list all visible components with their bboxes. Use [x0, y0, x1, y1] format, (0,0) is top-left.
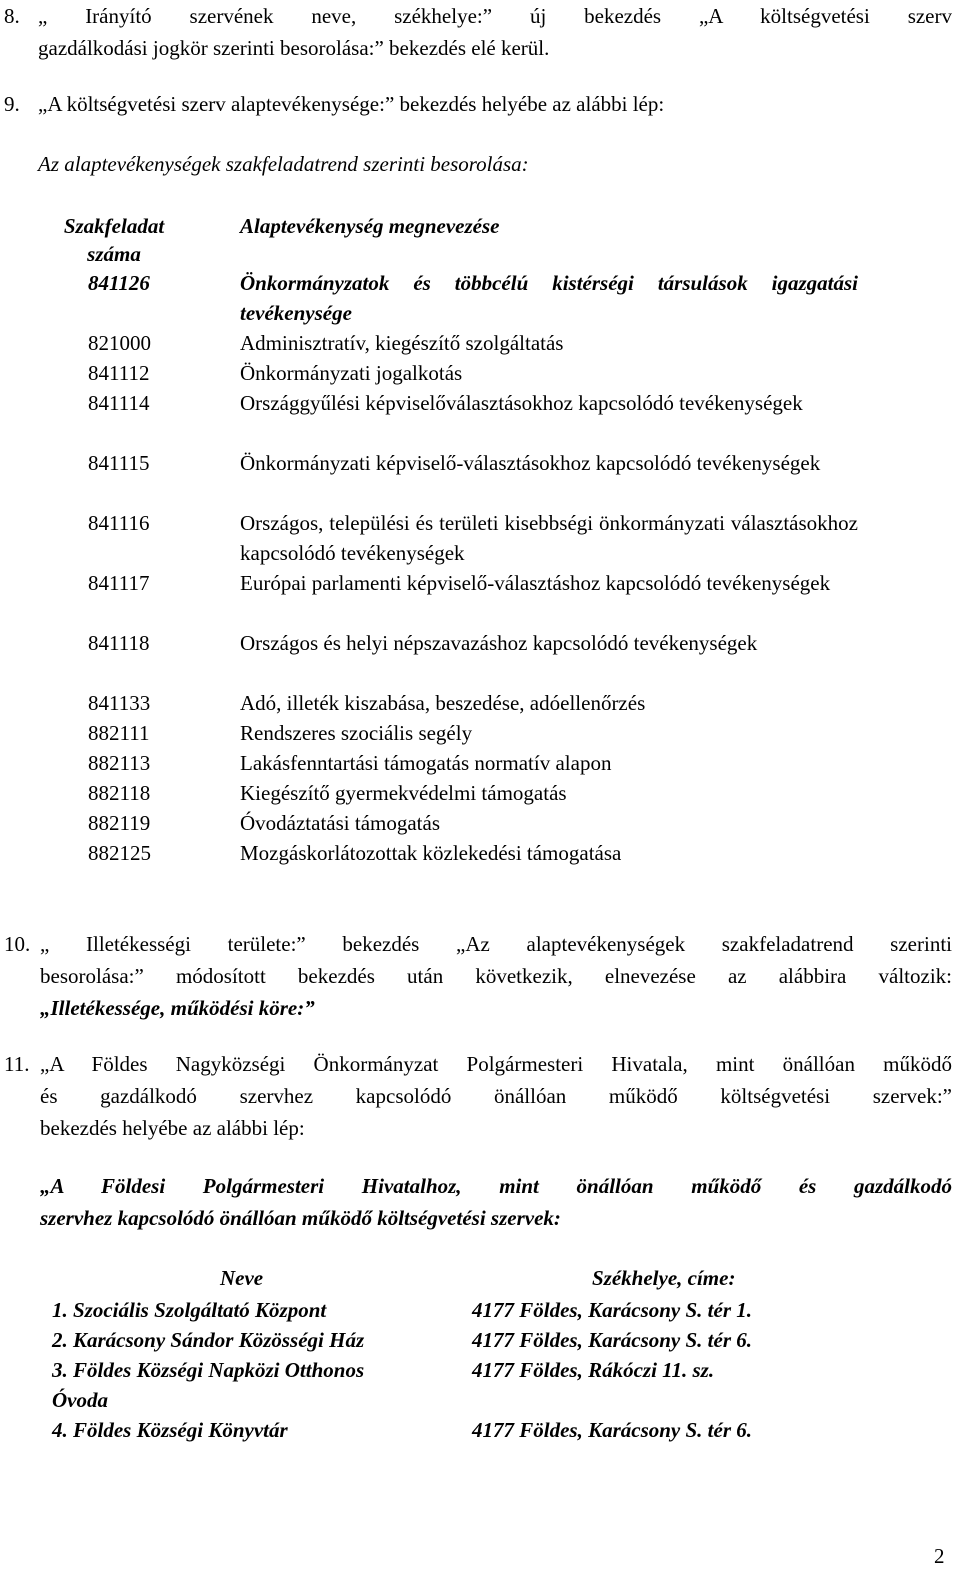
- header-code-line-1: Szakfeladat: [63, 214, 165, 238]
- institution-table-header-address: Székhelye, címe:: [592, 1266, 736, 1290]
- row-code: 841133: [88, 691, 151, 715]
- row-code: 882125: [88, 841, 151, 865]
- institution-table-header-name: Neve: [220, 1266, 264, 1290]
- row-name: Országos és helyi népszavazáshoz kapcsolódó tevékenységek: [240, 631, 758, 655]
- item-11-line-3: bekezdés helyébe az alábbi lép:: [40, 1116, 305, 1140]
- page-number: 2: [934, 1544, 945, 1568]
- institution-name-line-2: Óvoda: [52, 1388, 108, 1412]
- row-name: Önkormányzatok és többcélú kistérségi társulások igazgatási tevékenysége: [240, 271, 858, 325]
- row-name: Országgyűlési képviselőválasztásokhoz kapcsolódó tevékenységek: [240, 391, 803, 415]
- row-code: 841115: [88, 451, 150, 475]
- row-code: 841126: [88, 271, 150, 295]
- item-8-line-1: „ Irányító szervének neve, székhelye:” új bekezdés „A költségvetési szerv: [38, 4, 952, 28]
- item-9-subheading: Az alaptevékenységek szakfeladatrend szerinti besorolása:: [38, 152, 529, 176]
- item-11-line-1: „A Földes Nagyközségi Önkormányzat Polgármesteri Hivatala, mint önállóan működő: [40, 1052, 952, 1076]
- activity-table-header-code: [58, 212, 170, 268]
- row-name: Országos, települési és területi kisebbségi önkormányzati választásokhoz kapcsolódó tevékenységek: [240, 511, 858, 565]
- row-code: 882111: [88, 721, 150, 745]
- row-name: Önkormányzati képviselő-választásokhoz kapcsolódó tevékenységek: [240, 451, 821, 475]
- institution-name: 2. Karácsony Sándor Közösségi Ház: [52, 1328, 365, 1352]
- item-11-line-2: és gazdálkodó szervhez kapcsolódó önállóan működő költségvetési szervek:”: [40, 1084, 952, 1108]
- row-code: 841112: [88, 361, 150, 385]
- row-name: Rendszeres szociális segély: [240, 721, 473, 745]
- row-code: 882113: [88, 751, 151, 775]
- row-code: 821000: [88, 331, 151, 355]
- item-8-number: 8.: [4, 4, 20, 28]
- item-11-number: 11.: [4, 1052, 30, 1076]
- row-code: 882118: [88, 781, 151, 805]
- row-name: Lakásfenntartási támogatás normatív alapon: [240, 751, 612, 775]
- item-10-line-1: „ Illetékességi területe:” bekezdés „Az alaptevékenységek szakfeladatrend szerinti: [40, 932, 952, 956]
- row-name: Mozgáskorlátozottak közlekedési támogatása: [240, 841, 622, 865]
- institution-address: 4177 Földes, Rákóczi 11. sz.: [472, 1358, 715, 1382]
- institution-name: 1. Szociális Szolgáltató Központ: [52, 1298, 327, 1322]
- activity-table-header-name: Alaptevékenység megnevezése: [240, 214, 500, 238]
- item-10-line-3: „Illetékessége, működési köre:”: [40, 996, 315, 1020]
- row-name: Önkormányzati jogalkotás: [240, 361, 463, 385]
- row-code: 841116: [88, 511, 150, 535]
- row-name: Európai parlamenti képviselő-választáshoz kapcsolódó tevékenységek: [240, 571, 831, 595]
- header-code-line-2: száma: [87, 242, 141, 266]
- row-code: 841118: [88, 631, 150, 655]
- item-9-number: 9.: [4, 92, 20, 116]
- item-8-line-2: gazdálkodási jogkör szerinti besorolása:” bekezdés elé kerül.: [38, 36, 550, 60]
- item-9-text: „A költségvetési szerv alaptevékenysége:” bekezdés helyébe az alábbi lép:: [38, 92, 665, 116]
- row-name: Kiegészítő gyermekvédelmi támogatás: [240, 781, 567, 805]
- institution-name: 3. Földes Községi Napközi Otthonos: [52, 1358, 365, 1382]
- row-code: 882119: [88, 811, 151, 835]
- row-name: Adó, illeték kiszabása, beszedése, adóellenőrzés: [240, 691, 646, 715]
- row-code: 841117: [88, 571, 150, 595]
- item-10-number: 10.: [4, 932, 31, 956]
- institution-address: 4177 Földes, Karácsony S. tér 6.: [472, 1418, 753, 1442]
- item-10-line-2: besorolása:” módosított bekezdés után következik, elnevezése az alábbira változik:: [40, 964, 952, 988]
- row-name: Óvodáztatási támogatás: [240, 811, 441, 835]
- row-code: 841114: [88, 391, 150, 415]
- institution-address: 4177 Földes, Karácsony S. tér 6.: [472, 1328, 753, 1352]
- institution-address: 4177 Földes, Karácsony S. tér 1.: [472, 1298, 753, 1322]
- institution-name: 4. Földes Községi Könyvtár: [52, 1418, 288, 1442]
- item-11-heading-line-1: „A Földesi Polgármesteri Hivatalhoz, mint önállóan működő és gazdálkodó: [40, 1174, 952, 1198]
- item-11-heading-line-2: szervhez kapcsolódó önállóan működő költségvetési szervek:: [40, 1206, 561, 1230]
- row-name: Adminisztratív, kiegészítő szolgáltatás: [240, 331, 564, 355]
